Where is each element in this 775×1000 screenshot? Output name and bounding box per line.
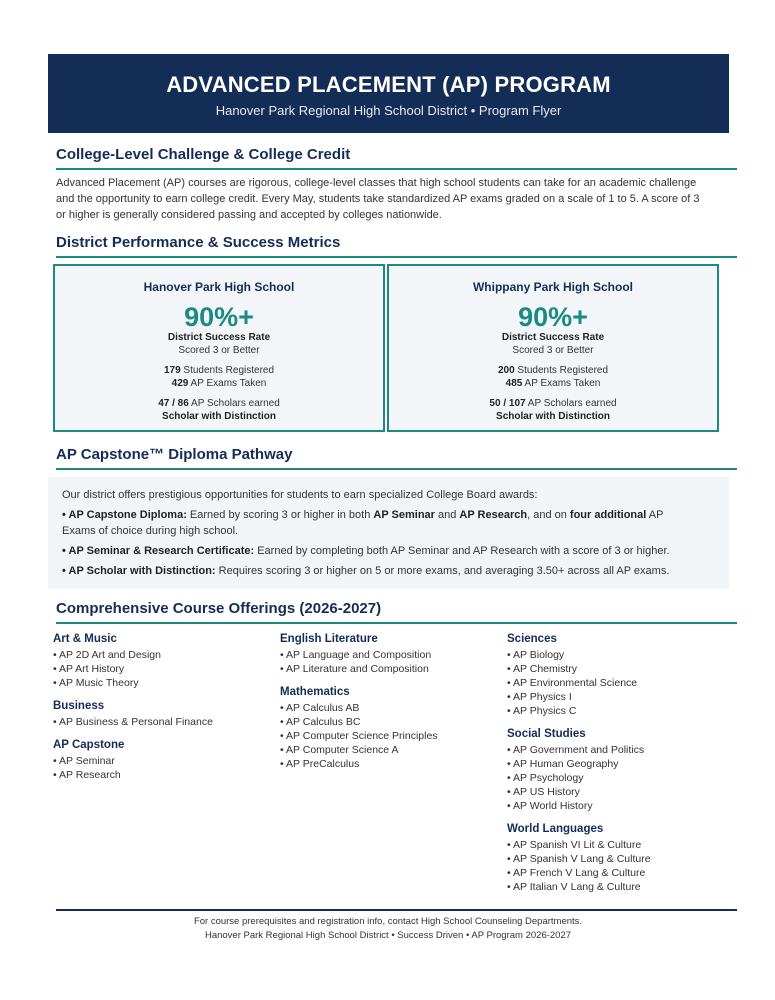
school-card-whippany — [387, 264, 719, 432]
students-count: 200 — [497, 365, 515, 376]
course-item: • AP Government and Politics — [507, 744, 645, 756]
course-item: • AP Human Geography — [507, 758, 619, 770]
course-item: • AP Spanish V Lang & Culture — [507, 853, 651, 865]
school-name: Hanover Park High School — [143, 280, 295, 294]
distinction-label: Scholar with Distinction — [496, 411, 610, 422]
text-fragment: AP — [646, 509, 664, 521]
course-item: • AP World History — [507, 800, 593, 812]
capstone-diploma-item — [62, 507, 712, 523]
scholars-earned — [55, 398, 383, 409]
capstone-scholar-term: • AP Scholar with Distinction: — [62, 565, 216, 577]
intro-paragraph — [56, 175, 732, 223]
exams-label: AP Exams Taken — [522, 378, 601, 389]
category-title: Business — [53, 700, 105, 712]
course-item: • AP Environmental Science — [507, 677, 638, 689]
exams-taken — [55, 378, 383, 389]
students-count: 179 — [163, 365, 181, 376]
intro-line: and the opportunity to earn college credit. Every May, students take standardized AP exams graded on a scale of 1 to 5. A score of 3 — [56, 193, 700, 205]
category-title: Social Studies — [507, 728, 586, 740]
section-divider — [56, 168, 737, 170]
course-item: • AP Art History — [53, 663, 125, 675]
page-header — [48, 54, 729, 133]
scholars-count: 47 / 86 — [158, 398, 189, 409]
course-item: • AP Business & Personal Finance — [53, 716, 213, 728]
scholars-count: 50 / 107 — [489, 398, 526, 409]
course-item: • AP US History — [507, 786, 580, 798]
category-title: English Literature — [280, 633, 378, 645]
course-item: • AP French V Lang & Culture — [507, 867, 646, 879]
course-column-2 — [280, 633, 500, 771]
section-divider — [56, 622, 737, 624]
text-fragment: and — [434, 509, 460, 521]
course-category — [507, 728, 727, 813]
course-item: • AP Computer Science Principles — [280, 730, 438, 742]
students-registered — [55, 365, 383, 376]
course-item: • AP 2D Art and Design — [53, 649, 161, 661]
text-fragment: , and on — [527, 509, 570, 521]
course-category — [53, 739, 273, 782]
capstone-intro: Our district offers prestigious opportunities for students to earn specialized College Board awards: — [62, 489, 538, 501]
footer-contact: For course prerequisites and registration info, contact High School Counseling Departments. — [193, 916, 583, 927]
exams-label: AP Exams Taken — [188, 378, 267, 389]
success-rate-value: 90%+ — [518, 302, 588, 332]
students-registered — [389, 365, 717, 376]
capstone-diploma-continued: Exams of choice during high school. — [62, 525, 239, 537]
capstone-diploma-term: • AP Capstone Diploma: — [62, 509, 187, 521]
success-rate-note: Scored 3 or Better — [178, 345, 260, 356]
school-card-hanover — [53, 264, 385, 432]
text-fragment: Earned by completing both AP Seminar and AP Research with a score of 3 or higher. — [254, 545, 670, 557]
emphasis-research: AP Research — [459, 509, 528, 521]
metrics-panel — [53, 264, 723, 434]
section-heading-capstone: AP Capstone™ Diploma Pathway — [56, 446, 293, 463]
course-item: • AP Calculus BC — [280, 716, 361, 728]
course-item: • AP Physics C — [507, 705, 577, 717]
success-rate-label: District Success Rate — [501, 332, 605, 343]
category-title: AP Capstone — [53, 739, 125, 751]
course-category — [280, 686, 500, 771]
scholars-earned — [389, 398, 717, 409]
capstone-certificate-term: • AP Seminar & Research Certificate: — [62, 545, 255, 557]
course-item: • AP Psychology — [507, 772, 584, 784]
success-rate-value: 90%+ — [184, 302, 254, 332]
course-category — [53, 700, 273, 729]
course-item: • AP Research — [53, 769, 121, 781]
section-divider — [56, 256, 737, 258]
scholars-label: AP Scholars earned — [525, 398, 617, 409]
course-column-1 — [53, 633, 273, 782]
text-fragment: Requires scoring 3 or higher on 5 or more exams, and averaging 3.50+ across all AP exams. — [215, 565, 670, 577]
text-fragment: Earned by scoring 3 or higher in both — [186, 509, 374, 521]
course-category — [507, 823, 727, 894]
course-item: • AP Physics I — [507, 691, 572, 703]
success-rate-label: District Success Rate — [167, 332, 271, 343]
course-item: • AP Language and Composition — [280, 649, 432, 661]
section-heading-college: College-Level Challenge & College Credit — [56, 146, 351, 163]
students-label: Students Registered — [180, 365, 275, 376]
capstone-box — [48, 477, 729, 589]
scholars-label: AP Scholars earned — [188, 398, 280, 409]
capstone-scholar-item — [62, 563, 712, 579]
emphasis-seminar: AP Seminar — [373, 509, 435, 521]
course-item: • AP Music Theory — [53, 677, 139, 689]
course-item: • AP Calculus AB — [280, 702, 360, 714]
success-rate-note: Scored 3 or Better — [512, 345, 594, 356]
footer-divider — [56, 909, 737, 911]
exams-taken — [389, 378, 717, 389]
course-item: • AP Literature and Composition — [280, 663, 429, 675]
school-name: Whippany Park High School — [472, 280, 633, 294]
intro-line: or higher is generally considered passing and accepted by colleges nationwide. — [56, 209, 442, 221]
distinction-label: Scholar with Distinction — [162, 411, 276, 422]
section-heading-metrics: District Performance & Success Metrics — [56, 234, 341, 251]
course-item: • AP Italian V Lang & Culture — [507, 881, 641, 893]
course-category — [507, 633, 727, 718]
course-category — [280, 633, 500, 676]
course-item: • AP Biology — [507, 649, 565, 661]
category-title: Art & Music — [53, 633, 117, 645]
course-item: • AP PreCalculus — [280, 758, 360, 770]
section-divider — [56, 468, 737, 470]
course-item: • AP Spanish VI Lit & Culture — [507, 839, 642, 851]
footer-tagline: Hanover Park Regional High School District • Success Driven • AP Program 2026-2027 — [204, 930, 572, 941]
intro-line: Advanced Placement (AP) courses are rigorous, college-level classes that high school students can take for an academic challenge — [56, 177, 697, 189]
capstone-certificate-item — [62, 543, 712, 559]
section-heading-courses: Comprehensive Course Offerings (2026-2027) — [56, 600, 382, 617]
course-item: • AP Chemistry — [507, 663, 578, 675]
students-label: Students Registered — [514, 365, 609, 376]
category-title: Sciences — [507, 633, 557, 645]
course-category — [53, 633, 273, 690]
exams-count: 485 — [505, 378, 523, 389]
course-item: • AP Seminar — [53, 755, 115, 767]
page-title: ADVANCED PLACEMENT (AP) PROGRAM — [166, 72, 611, 97]
course-item: • AP Computer Science A — [280, 744, 399, 756]
exams-count: 429 — [171, 378, 189, 389]
course-column-3 — [507, 633, 727, 894]
category-title: Mathematics — [280, 686, 350, 698]
category-title: World Languages — [507, 823, 604, 835]
emphasis-four-additional: four additional — [569, 509, 647, 521]
page-subtitle: Hanover Park Regional High School District • Program Flyer — [215, 103, 562, 118]
